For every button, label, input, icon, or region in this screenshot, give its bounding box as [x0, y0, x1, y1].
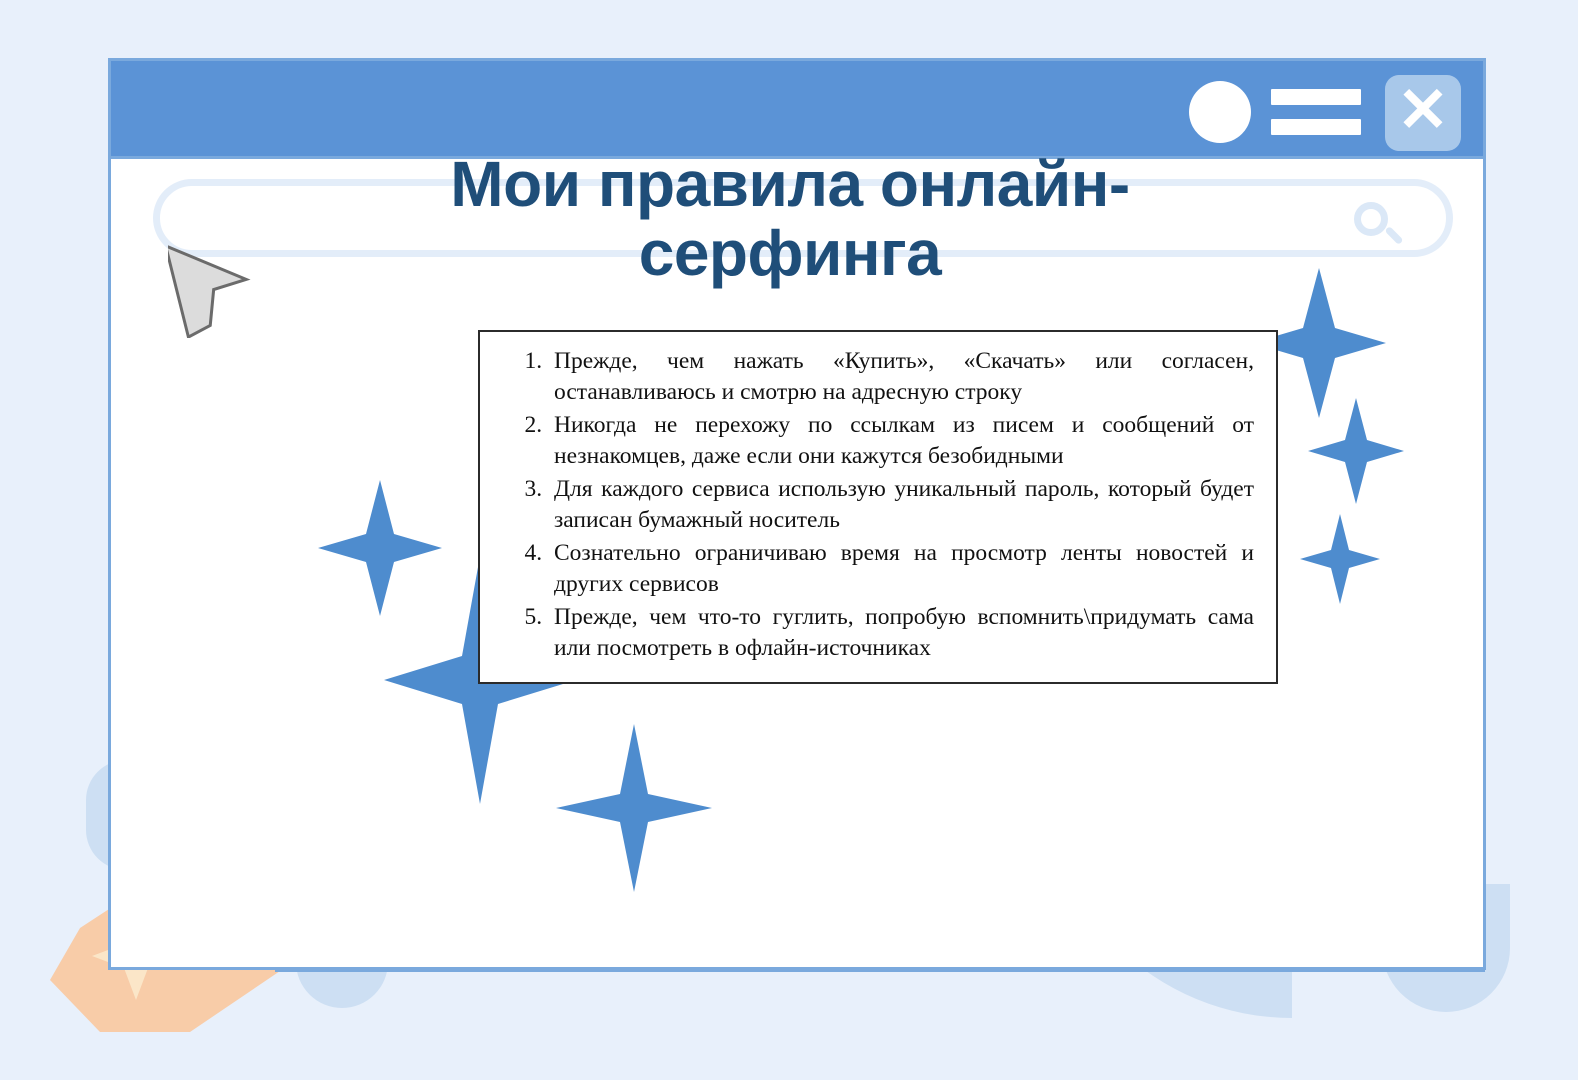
list-item: 5. Прежде, чем что-то гуглить, попробую вспомнить\придумать сама или посмотреть в офлайн-источниках	[548, 602, 1254, 664]
menu-lines-icon[interactable]	[1271, 89, 1361, 135]
list-item: 1. Прежде, чем нажать «Купить», «Скачать» или согласен, останавливаюсь и смотрю на адресную строку	[548, 346, 1254, 408]
list-item: 4. Сознательно ограничиваю время на просмотр ленты новостей и других сервисов	[548, 538, 1254, 600]
decor-star-3	[1300, 514, 1380, 604]
list-item: 3. Для каждого сервиса использую уникальный пароль, который будет записан бумажный носитель	[548, 474, 1254, 536]
browser-titlebar	[111, 61, 1483, 159]
search-icon[interactable]	[1354, 202, 1400, 248]
page-title: Мои правила онлайн-серфинга	[450, 148, 1130, 290]
decor-star-6	[556, 724, 712, 892]
mouse-cursor-icon	[168, 228, 254, 338]
decor-star-2	[1308, 398, 1404, 504]
profile-circle-icon[interactable]	[1189, 81, 1251, 143]
close-icon[interactable]: ✕	[1385, 75, 1461, 151]
rules-box	[478, 330, 1278, 684]
rules-list	[502, 346, 1254, 664]
list-item: 2. Никогда не перехожу по ссылкам из писем и сообщений от незнакомцев, даже если они кажутся безобидными	[548, 410, 1254, 472]
